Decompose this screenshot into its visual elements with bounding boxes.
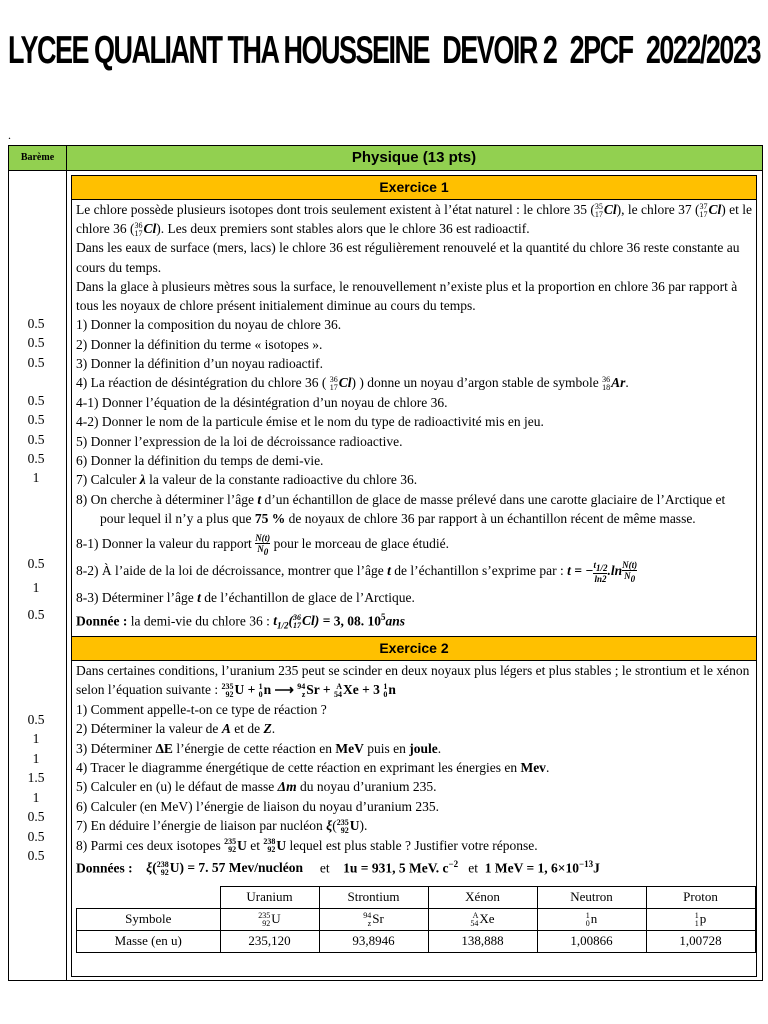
mark: 1 — [32, 790, 40, 805]
ex1-q82: 8-2) À l’aide de la loi de décroissance, montrer que l’âge t de l’échantillon s’exprime par : t = − $\frac{t_{1/2}}{\ln 2}$ .ln $\frac{N(t)}{N_0}$ — [76, 560, 638, 585]
ex1-q3: 3) Donner la définition d’un noyau radioactif. — [76, 356, 324, 372]
table-row — [77, 908, 756, 930]
ex2-q6: 6) Calculer (en MeV) l’énergie de liaison du noyau d’uranium 235. — [76, 798, 440, 814]
ex2-q2: 2) Déterminer la valeur de A et de Z. — [76, 721, 276, 737]
symbol-proton: 1 1 p — [646, 908, 755, 930]
mark: 0.5 — [27, 829, 45, 844]
ex2-q7: 7) En déduire l’énergie de liaison par nucléon ξ( 235 92 U). — [76, 818, 368, 836]
mark: 0.5 — [27, 335, 45, 350]
table-header-row — [9, 146, 762, 171]
table-row — [77, 930, 756, 952]
row-label-symbole: Symbole — [77, 908, 221, 930]
school-name: LYCEE QUALIANT THA HOUSSEINE — [8, 28, 430, 72]
ex2-q3: 3) Déterminer ΔE l’énergie de cette réaction en MeV puis en joule. — [76, 740, 442, 756]
mark: 1 — [32, 470, 40, 485]
mark: 0.5 — [27, 848, 45, 863]
ex2-q1: 1) Comment appelle-t-on ce type de réaction ? — [76, 701, 327, 717]
ex2-q4: 4) Tracer le diagramme énergétique de cette réaction en exprimant les énergies en Mev. — [76, 759, 550, 775]
column-separator — [66, 171, 67, 980]
mass-proton: 1,00728 — [646, 930, 755, 952]
mark: 0.5 — [27, 412, 45, 427]
ex1-intro2: Dans les eaux de surface (mers, lacs) le chlore 36 est régulièrement renouvelé et la quantité du chlore 36 reste constante au cours du temps. — [76, 240, 740, 275]
mass-neutron: 1,00866 — [537, 930, 646, 952]
mark: 0.5 — [27, 712, 45, 727]
ex1-intro3: Dans la glace à plusieurs mètres sous la surface, le renouvellement n’existe plus et la proportion en chlore 36 par rapport à tous les noyaux de chlore présent initialement diminue au cours du temps. — [76, 278, 738, 314]
mark: 0.5 — [27, 556, 45, 571]
mark: 0.5 — [27, 809, 45, 824]
row-label-masse: Masse (en u) — [77, 930, 221, 952]
ex1-q2: 2) Donner la définition du terme « isotopes ». — [76, 336, 323, 352]
ex1-q8: 8) On cherche à déterminer l’âge t d’un échantillon de glace de masse prélevé dans une carotte glaciaire de l’Arctique et pour lequel il n’y a plus que 75 % de noyaux de chlore 36 par rapport à un échantillon récent de même masse. — [76, 491, 726, 527]
header-neutron: Neutron — [537, 886, 646, 908]
mass-strontium: 93,8946 — [319, 930, 428, 952]
exercise-content — [71, 175, 757, 977]
ex1-q4: 4) La réaction de désintégration du chlore 36 ( 36 17 Cl) ) donne un noyau d’argon stable de symbole 36 18 Ar. — [76, 375, 629, 393]
ex1-q1: 1) Donner la composition du noyau de chlore 36. — [76, 317, 342, 333]
ex1-intro1: Le chlore possède plusieurs isotopes dont trois seulement existent à l’état naturel : le chlore 35 ( 35 17 Cl), le chlore 37 ( 37 17 Cl) et le chlore 36 ( 36 17 Cl). Les deux premiers sont stables alors que le chlore 36 est radioactif. — [76, 201, 752, 239]
exam-frame — [8, 145, 763, 981]
section-header: Physique (13 pts) — [351, 149, 477, 166]
header-proton: Proton — [646, 886, 755, 908]
symbol-strontium: 94 z Sr — [319, 908, 428, 930]
devoir-label: DEVOIR 2 — [442, 28, 557, 72]
mark: 0.5 — [27, 607, 45, 622]
data-table — [76, 886, 756, 953]
mark: 1 — [32, 731, 40, 746]
symbol-xenon: A 54 Xe — [428, 908, 537, 930]
mark: 1 — [32, 580, 40, 595]
class-label: 2PCF — [569, 28, 633, 72]
symbol-neutron: 1 0 n — [537, 908, 646, 930]
ex1-q81: 8-1) Donner la valeur du rapport $\frac{N(t)}{N_0}$ pour le morceau de glace étudié. — [76, 532, 449, 557]
ex1-q7: 7) Calculer λ la valeur de la constante radioactive du chlore 36. — [76, 472, 418, 488]
mark: 0.5 — [27, 432, 45, 447]
ex2-intro: Dans certaines conditions, l’uranium 235 peut se scinder en deux noyaux plus légers et plus stables ; le strontium et le xénon selon l’équation suivante : 235 92 U + 1 0 n ⟶ 94 z Sr + A 54 Xe + 3 1 0 n — [76, 663, 750, 700]
symbol-uranium: 235 92 U — [220, 908, 319, 930]
ex2-donnees: Données : ξ( 238 92 U) = 7. 57 Mev/nucléon et 1u = 931, 5 MeV. $c^{-2}$ et 1 MeV = 1, $6\times 10^{-13}J$ — [76, 858, 600, 878]
header-xenon: Xénon — [428, 886, 537, 908]
mark: 0.5 — [27, 316, 45, 331]
ex1-q83: 8-3) Déterminer l’âge t de l’échantillon de glace de l’Arctique. — [76, 590, 415, 606]
ex2-q8: 8) Parmi ces deux isotopes 235 92 U et 238 92 U lequel est plus stable ? Justifier votre réponse. — [76, 837, 538, 855]
mark: 1 — [32, 751, 40, 766]
exercise2-title: Exercice 2 — [72, 636, 756, 661]
ex1-q5: 5) Donner l’expression de la loi de décroissance radioactive. — [76, 433, 403, 449]
mark: 0.5 — [27, 393, 45, 408]
ex2-q5: 5) Calculer en (u) le défaut de masse Δm du noyau d’uranium 235. — [76, 779, 437, 795]
header-strontium: Strontium — [319, 886, 428, 908]
exercise1-title: Exercice 1 — [72, 176, 756, 200]
mark: 0.5 — [27, 355, 45, 370]
mass-uranium: 235,120 — [220, 930, 319, 952]
ex1-q6: 6) Donner la définition du temps de demi-vie. — [76, 453, 324, 469]
ex1-donnee: Donnée : la demi-vie du chlore 36 : $t_{1/2}$( 36 17 Cl) = 3, 08. $10^5ans$ — [76, 611, 405, 631]
year-label: 2022/2023 — [645, 28, 760, 72]
dot-mark: . — [8, 128, 11, 142]
ex1-q41: 4-1) Donner l’équation de la désintégration d’un noyau de chlore 36. — [76, 394, 448, 410]
table-header-row — [77, 886, 756, 908]
mark: 1.5 — [27, 770, 45, 785]
ex1-q42: 4-2) Donner le nom de la particule émise et le nom du type de radioactivité mis en jeu. — [76, 414, 544, 430]
bareme-header: Barème — [9, 146, 67, 170]
page-header — [0, 28, 768, 73]
mark: 0.5 — [27, 451, 45, 466]
mass-xenon: 138,888 — [428, 930, 537, 952]
header-uranium: Uranium — [220, 886, 319, 908]
